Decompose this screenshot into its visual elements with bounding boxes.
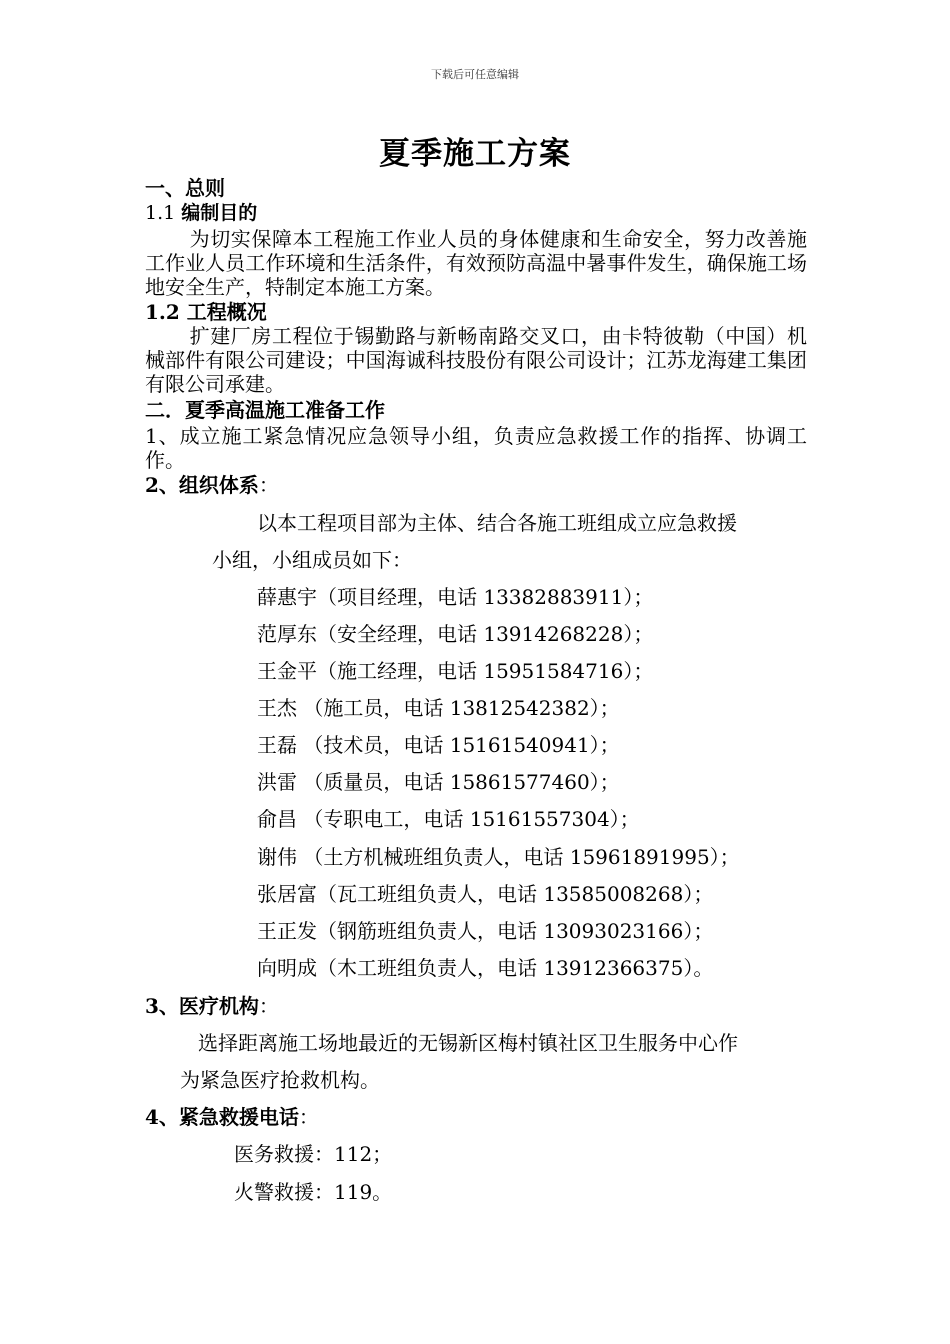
member-item: 薛惠宇（项目经理，电话 13382883911）； [257,585,654,609]
section-2-heading: 二．夏季高温施工准备工作 [145,398,385,422]
item-4-heading [145,1105,319,1129]
member-item: 王正发（钢筋班组负责人，电话 13093023166）； [257,919,714,943]
org-intro-line-1: 以本工程项目部为主体、结合各施工班组成立应急救援 [257,511,737,535]
member-item: 张居富（瓦工班组负责人，电话 13585008268）； [257,882,714,906]
member-item: 向明成（木工班组负责人，电话 13912366375）。 [257,956,714,980]
phone-item: 医务救援：112； [234,1142,393,1166]
item-4-label: 4、紧急救援电话 [145,1105,299,1129]
member-item: 王磊 （技术员，电话 15161540941）； [257,733,620,757]
item-3-heading [145,994,279,1018]
subsection-1-1-heading [145,201,807,225]
medical-line-1: 选择距离施工场地最近的无锡新区梅村镇社区卫生服务中心作 [198,1031,738,1055]
subsection-1-1-number: 1.1 [145,202,176,224]
item-2-label: 2、组织体系 [145,473,259,497]
paragraph-purpose [145,227,807,299]
paragraph-overview [145,324,807,396]
item-3-suffix: ： [258,994,279,1018]
member-item: 范厚东（安全经理，电话 13914268228）； [257,622,654,646]
page-title: 夏季施工方案 [379,136,571,172]
header-note: 下载后可任意编辑 [431,68,519,81]
medical-line-2: 为紧急医疗抢救机构。 [180,1068,380,1092]
member-item: 俞昌 （专职电工，电话 15161557304）； [257,807,640,831]
subsection-1-2-heading: 1.2 工程概况 [145,300,267,324]
org-intro-line-2: 小组，小组成员如下： [212,548,412,572]
phone-item: 火警救援：119。 [234,1180,393,1204]
item-4-suffix: ： [298,1105,319,1129]
paragraph-overview-text: 扩建厂房工程位于锡勤路与新畅南路交叉口，由卡特彼勒（中国）机械部件有限公司建设；中国海诚科技股份有限公司设计；江苏龙海建工集团有限公司承建。 [145,324,807,396]
member-item: 王金平（施工经理，电话 15951584716）； [257,659,654,683]
section-1-heading: 一、总则 [145,176,225,200]
member-item: 王杰 （施工员，电话 13812542382）； [257,696,620,720]
paragraph-purpose-text: 为切实保障本工程施工作业人员的身体健康和生命安全，努力改善施工作业人员工作环境和生活条件，有效预防高温中暑事件发生，确保施工场地安全生产，特制定本施工方案。 [145,227,807,299]
member-item: 洪雷 （质量员，电话 15861577460）； [257,770,620,794]
item-1-paragraph: 1、成立施工紧急情况应急领导小组，负责应急救援工作的指挥、协调工作。 [145,424,807,472]
member-item: 谢伟 （土方机械班组负责人，电话 15961891995）； [257,845,740,869]
subsection-1-1-label: 编制目的 [181,202,258,224]
item-2-heading [145,473,807,497]
item-3-label: 3、医疗机构 [145,994,259,1018]
item-2-suffix: ： [258,473,279,497]
